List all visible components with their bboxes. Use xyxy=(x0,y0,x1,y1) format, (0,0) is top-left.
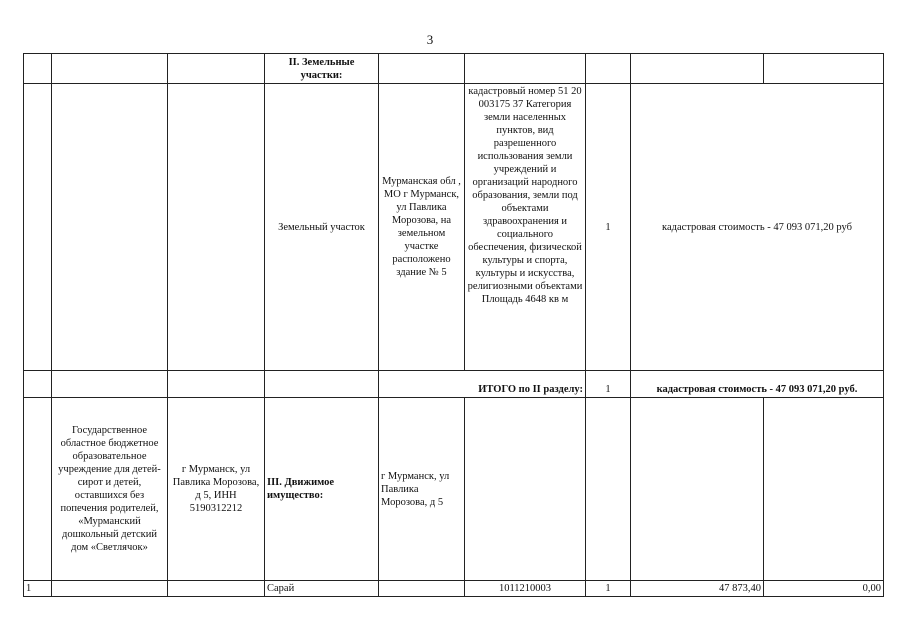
land-section-heading: II. Земельные участки: xyxy=(265,54,379,84)
land-total-quantity: 1 xyxy=(586,371,631,398)
page-number: 3 xyxy=(426,32,434,47)
land-plot-description: кадастровый номер 51 20 003175 37 Категория земли населенных пунктов, вид разрешенного использования земли учреждений и организаций народного образования, земли под объектами здравоохранения и социального обеспечения, физической культуры и спорта, культуры и искусства, религиозными объектами Площадь 4648 кв м xyxy=(465,84,586,371)
cell-empty xyxy=(586,398,631,581)
cell-empty xyxy=(465,54,586,84)
cell-empty xyxy=(52,54,168,84)
organization-name: Государственное областное бюджетное образовательное учреждение для детей-сирот и детей, оставшихся без попечения родителей, «Мурманский дошкольный детский дом «Светлячок» xyxy=(52,398,168,581)
item-quantity: 1 xyxy=(586,581,631,597)
cell-empty xyxy=(168,581,265,597)
cell-empty xyxy=(24,54,52,84)
cell-empty xyxy=(52,371,168,398)
cell-empty xyxy=(52,84,168,371)
land-plot-row xyxy=(24,84,884,371)
cell-empty xyxy=(764,54,884,84)
land-total-label: ИТОГО по II разделу: xyxy=(379,371,586,398)
cell-empty xyxy=(24,371,52,398)
cell-empty xyxy=(631,54,764,84)
land-plot-quantity: 1 xyxy=(586,84,631,371)
item-name: Сарай xyxy=(265,581,379,597)
organization-address: г Мурманск, ул Павлика Морозова, д 5, ИНН 5190312212 xyxy=(168,398,265,581)
movable-section-header-row xyxy=(24,398,884,581)
land-total-value: кадастровая стоимость - 47 093 071,20 руб. xyxy=(631,371,884,398)
cell-empty xyxy=(379,581,465,597)
movable-section-heading: III. Движимое имущество: xyxy=(265,398,379,581)
cell-empty xyxy=(379,54,465,84)
land-plot-address: Мурманская обл , МО г Мурманск, ул Павлика Морозова, на земельном участке расположено здание № 5 xyxy=(379,84,465,371)
land-section-header-row xyxy=(24,54,884,84)
item-book-value: 47 873,40 xyxy=(631,581,764,597)
cell-empty xyxy=(168,371,265,398)
cell-empty xyxy=(24,398,52,581)
cell-empty xyxy=(52,581,168,597)
cell-empty xyxy=(586,54,631,84)
cell-empty xyxy=(465,398,586,581)
cell-empty xyxy=(631,398,764,581)
cell-empty xyxy=(24,84,52,371)
item-inventory-number: 1011210003 xyxy=(465,581,586,597)
cell-empty xyxy=(764,398,884,581)
item-index: 1 xyxy=(24,581,52,597)
cell-empty xyxy=(168,84,265,371)
land-plot-value: кадастровая стоимость - 47 093 071,20 руб xyxy=(631,84,884,371)
movable-location: г Мурманск, ул Павлика Морозова, д 5 xyxy=(379,398,465,581)
cell-empty xyxy=(168,54,265,84)
cell-empty xyxy=(265,371,379,398)
property-table xyxy=(23,53,884,597)
land-total-row xyxy=(24,371,884,398)
item-residual-value: 0,00 xyxy=(764,581,884,597)
land-plot-name: Земельный участок xyxy=(265,84,379,371)
table-row xyxy=(24,581,884,597)
